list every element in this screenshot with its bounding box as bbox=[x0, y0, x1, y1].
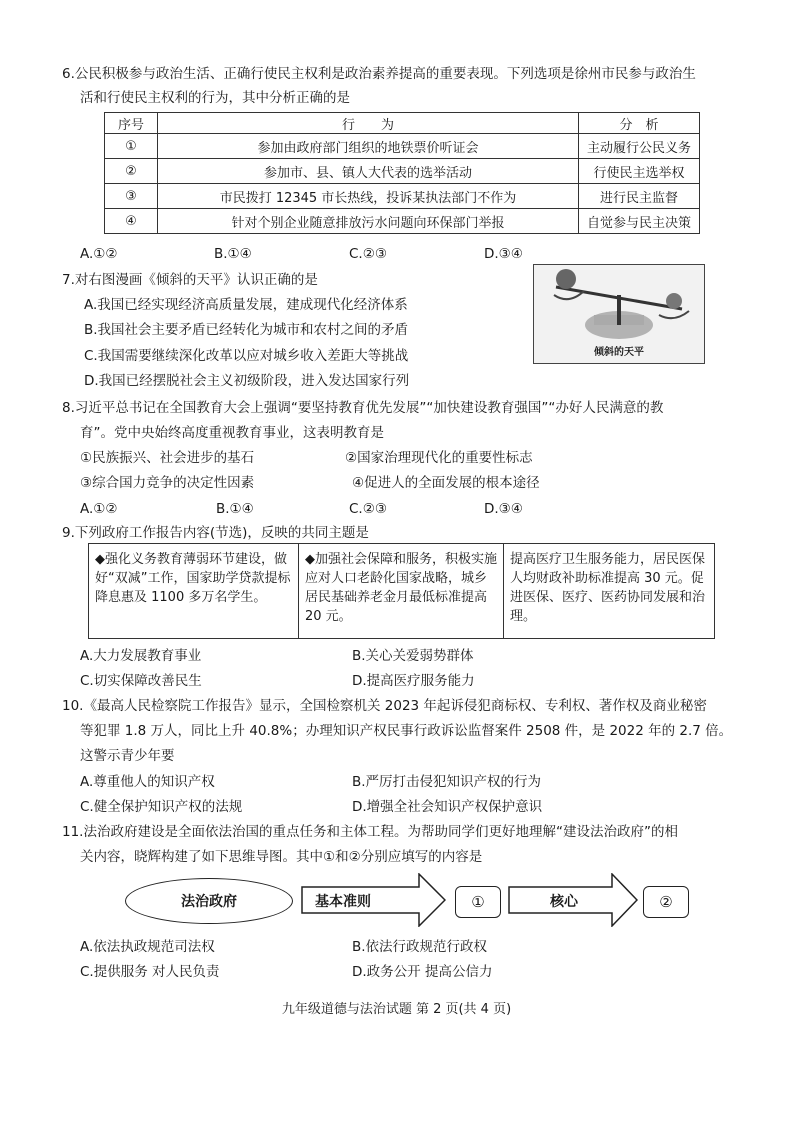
arrow-label-principle: 基本准则 bbox=[315, 894, 371, 910]
page-footer: 九年级道德与法治试题 第 2 页(共 4 页) bbox=[281, 1002, 512, 1017]
q8-item-2: ②国家治理现代化的重要性标志 bbox=[345, 450, 533, 466]
q10-stem-line1: 10.《最高人民检察院工作报告》显示，全国检察机关 2023 年起诉侵犯商标权、专利权、著作权及商业秘密 bbox=[62, 698, 707, 714]
report-education: ◆强化义务教育薄弱环节建设，做好“双减”工作，国家助学贷款提标降息惠及 1100 多万名学生。 bbox=[89, 544, 299, 638]
row-analysis: 进行民主监督 bbox=[579, 184, 700, 209]
header-behavior: 行 为 bbox=[158, 113, 579, 134]
q8-option-b[interactable]: B.①④ bbox=[216, 501, 254, 517]
q10-stem-line2: 等犯罪 1.8 万人，同比上升 40.8%；办理知识产权民事行政诉讼监督案件 2508 件，是 2022 年的 2.7 倍。 bbox=[80, 723, 733, 739]
q8-item-3: ③综合国力竞争的决定性因素 bbox=[80, 475, 255, 491]
table-row bbox=[105, 134, 700, 159]
blank-box-2: ② bbox=[643, 886, 689, 918]
header-number: 序号 bbox=[105, 113, 158, 134]
q9-stem: 9.下列政府工作报告内容(节选)，反映的共同主题是 bbox=[62, 525, 369, 541]
q11-option-b[interactable]: B.依法行政规范行政权 bbox=[352, 939, 488, 955]
row-behavior: 针对个别企业随意排放污水问题向环保部门举报 bbox=[158, 209, 579, 234]
arrow-label-core: 核心 bbox=[550, 894, 578, 910]
q7-option-a[interactable]: A.我国已经实现经济高质量发展，建成现代化经济体系 bbox=[84, 297, 408, 313]
q9-report-box bbox=[88, 543, 715, 639]
q6-table bbox=[104, 112, 700, 234]
q8-option-d[interactable]: D.③④ bbox=[484, 501, 523, 517]
q8-item-1: ①民族振兴、社会进步的基石 bbox=[80, 450, 255, 466]
row-behavior: 参加市、县、镇人大代表的选举活动 bbox=[158, 159, 579, 184]
row-number: ④ bbox=[105, 209, 158, 234]
row-analysis: 行使民主选举权 bbox=[579, 159, 700, 184]
cartoon-caption: 倾斜的天平 bbox=[594, 347, 644, 358]
report-medical: 提高医疗卫生服务能力，居民医保人均财政补助标准提高 30 元。促进医保、医疗、医药协同发展和治理。 bbox=[510, 552, 706, 624]
q8-option-a[interactable]: A.①② bbox=[80, 501, 118, 517]
report-social-security: ◆加强社会保障和服务，积极实施应对人口老龄化国家战略，城乡居民基础养老金月最低标准提高 20 元。 bbox=[299, 544, 504, 638]
row-analysis: 主动履行公民义务 bbox=[579, 134, 700, 159]
q8-stem-line2: 育”。党中央始终高度重视教育事业，这表明教育是 bbox=[80, 425, 384, 441]
q7-stem: 7.对右图漫画《倾斜的天平》认识正确的是 bbox=[62, 272, 318, 288]
row-behavior: 参加由政府部门组织的地铁票价听证会 bbox=[158, 134, 579, 159]
q11-stem-line2: 关内容，晓辉构建了如下思维导图。其中①和②分别应填写的内容是 bbox=[80, 849, 483, 865]
q6-option-c[interactable]: C.②③ bbox=[349, 246, 387, 262]
q6-option-a[interactable]: A.①② bbox=[80, 246, 118, 262]
q7-option-c[interactable]: C.我国需要继续深化改革以应对城乡收入差距大等挑战 bbox=[84, 348, 409, 364]
row-number: ③ bbox=[105, 184, 158, 209]
q8-item-4: ④促进人的全面发展的根本途径 bbox=[352, 475, 540, 491]
mind-map-oval: 法治政府 bbox=[125, 878, 293, 924]
q11-option-c[interactable]: C.提供服务 对人民负责 bbox=[80, 964, 220, 980]
blank-box-1: ① bbox=[455, 886, 501, 918]
tilted-scale-cartoon bbox=[533, 264, 705, 364]
q10-option-b[interactable]: B.严厉打击侵犯知识产权的行为 bbox=[352, 774, 542, 790]
q6-option-b[interactable]: B.①④ bbox=[214, 246, 252, 262]
q9-option-b[interactable]: B.关心关爱弱势群体 bbox=[352, 648, 474, 664]
q9-option-a[interactable]: A.大力发展教育事业 bbox=[80, 648, 202, 664]
row-analysis: 自觉参与民主决策 bbox=[579, 209, 700, 234]
q11-option-a[interactable]: A.依法执政规范司法权 bbox=[80, 939, 215, 955]
table-row bbox=[105, 184, 700, 209]
table-header-row bbox=[105, 113, 700, 134]
row-behavior: 市民拨打 12345 市长热线，投诉某执法部门不作为 bbox=[158, 184, 579, 209]
q10-option-c[interactable]: C.健全保护知识产权的法规 bbox=[80, 799, 243, 815]
q6-option-d[interactable]: D.③④ bbox=[484, 246, 523, 262]
q11-option-d[interactable]: D.政务公开 提高公信力 bbox=[352, 964, 493, 980]
q9-option-d[interactable]: D.提高医疗服务能力 bbox=[352, 673, 475, 689]
q6-stem-line2: 活和行使民主权利的行为，其中分析正确的是 bbox=[80, 90, 350, 106]
q8-option-c[interactable]: C.②③ bbox=[349, 501, 387, 517]
q10-option-a[interactable]: A.尊重他人的知识产权 bbox=[80, 774, 215, 790]
table-row bbox=[105, 159, 700, 184]
q9-option-c[interactable]: C.切实保障改善民生 bbox=[80, 673, 202, 689]
mind-map-diagram bbox=[125, 873, 685, 927]
q7-option-d[interactable]: D.我国已经摆脱社会主义初级阶段，进入发达国家行列 bbox=[84, 373, 410, 389]
q6-stem-line1: 6.公民积极参与政治生活、正确行使民主权利是政治素养提高的重要表现。下列选项是徐州市民参与政治生 bbox=[62, 66, 696, 82]
q10-option-d[interactable]: D.增强全社会知识产权保护意识 bbox=[352, 799, 543, 815]
table-row bbox=[105, 209, 700, 234]
row-number: ① bbox=[105, 134, 158, 159]
header-analysis: 分 析 bbox=[579, 113, 700, 134]
row-number: ② bbox=[105, 159, 158, 184]
q8-stem-line1: 8.习近平总书记在全国教育大会上强调“要坚持教育优先发展”“加快建设教育强国”“办好人民满意的教 bbox=[62, 400, 664, 416]
q7-option-b[interactable]: B.我国社会主要矛盾已经转化为城市和农村之间的矛盾 bbox=[84, 322, 409, 338]
q10-stem-line3: 这警示青少年要 bbox=[80, 748, 175, 764]
q11-stem-line1: 11.法治政府建设是全面依法治国的重点任务和主体工程。为帮助同学们更好地理解“建设法治政府”的相 bbox=[62, 824, 678, 840]
